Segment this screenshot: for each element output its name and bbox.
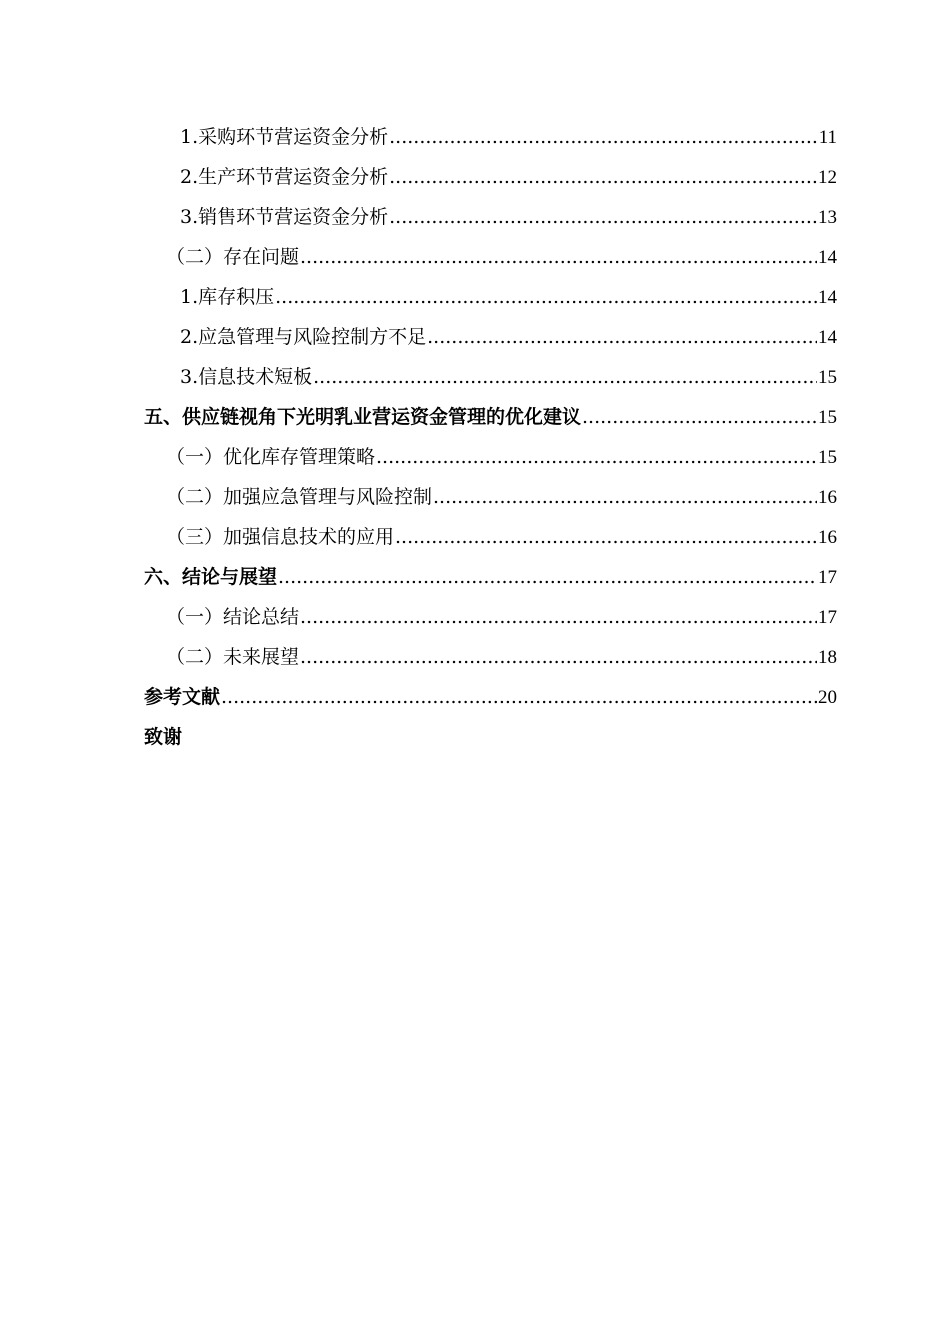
toc-entry-title: 致谢 — [144, 726, 183, 748]
toc-page-number: 16 — [818, 527, 837, 548]
toc-entry[interactable] — [144, 277, 837, 317]
toc-page-number: 12 — [818, 167, 837, 188]
toc-dot-leader — [433, 477, 817, 517]
toc-dot-leader — [427, 317, 817, 357]
toc-page-number: 15 — [818, 447, 837, 468]
toc-entry[interactable] — [144, 397, 837, 437]
toc-page-number: 17 — [818, 607, 837, 628]
toc-entry-title: 3.销售环节营运资金分析 — [180, 206, 389, 228]
toc-entry[interactable] — [144, 477, 837, 517]
toc-page-number: 11 — [818, 127, 837, 148]
toc-dot-leader — [300, 637, 817, 677]
toc-page-number: 13 — [818, 207, 837, 228]
toc-dot-leader — [300, 597, 817, 637]
toc-entry-title: 2.应急管理与风险控制方不足 — [180, 326, 427, 348]
toc-page-number: 14 — [818, 327, 837, 348]
toc-entry[interactable] — [144, 557, 837, 597]
toc-entry-title: 1.采购环节营运资金分析 — [180, 126, 389, 148]
toc-entry[interactable] — [144, 437, 837, 477]
toc-entry-title: （一）结论总结 — [166, 606, 300, 628]
toc-page-number: 18 — [818, 647, 837, 668]
toc-dot-leader — [300, 237, 817, 277]
toc-page-number: 15 — [818, 367, 837, 388]
toc-entry[interactable] — [144, 157, 837, 197]
toc-entry[interactable] — [144, 677, 837, 717]
toc-page-number: 14 — [818, 287, 837, 308]
toc-entry-title: （三）加强信息技术的应用 — [166, 526, 395, 548]
toc-entry[interactable] — [144, 317, 837, 357]
toc-entry[interactable] — [144, 517, 837, 557]
toc-dot-leader — [313, 357, 817, 397]
toc-dot-leader — [389, 117, 818, 157]
toc-dot-leader — [389, 197, 817, 237]
toc-page-number: 16 — [818, 487, 837, 508]
toc-page-number: 14 — [818, 247, 837, 268]
toc-dot-leader — [582, 397, 817, 437]
toc-dot-leader — [376, 437, 817, 477]
toc-dot-leader — [278, 557, 817, 597]
table-of-contents — [144, 117, 837, 757]
toc-entry-title: （二）存在问题 — [166, 246, 300, 268]
toc-entry[interactable] — [144, 237, 837, 277]
toc-entry[interactable] — [144, 357, 837, 397]
toc-entry-title: 2.生产环节营运资金分析 — [180, 166, 389, 188]
toc-entry-title: （二）未来展望 — [166, 646, 300, 668]
toc-dot-leader — [395, 517, 817, 557]
toc-entry-title: 参考文献 — [144, 686, 221, 708]
toc-entry[interactable] — [144, 717, 837, 757]
toc-dot-leader — [389, 157, 817, 197]
toc-entry[interactable] — [144, 637, 837, 677]
toc-entry-title: 五、供应链视角下光明乳业营运资金管理的优化建议 — [144, 406, 582, 428]
toc-page-number: 20 — [818, 687, 837, 708]
toc-entry-title: （二）加强应急管理与风险控制 — [166, 486, 433, 508]
toc-entry[interactable] — [144, 597, 837, 637]
toc-entry[interactable] — [144, 197, 837, 237]
toc-entry-title: 1.库存积压 — [180, 286, 275, 308]
toc-entry[interactable] — [144, 117, 837, 157]
toc-entry-title: 六、结论与展望 — [144, 566, 278, 588]
toc-page-number: 17 — [818, 567, 837, 588]
toc-page-number: 15 — [818, 407, 837, 428]
toc-entry-title: （一）优化库存管理策略 — [166, 446, 376, 468]
toc-dot-leader — [275, 277, 817, 317]
toc-entry-title: 3.信息技术短板 — [180, 366, 313, 388]
toc-dot-leader — [221, 677, 817, 717]
